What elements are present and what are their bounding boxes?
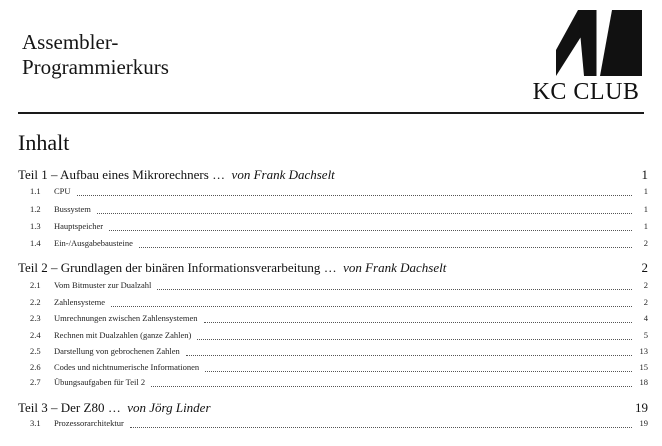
toc-entry[interactable] [30, 186, 648, 200]
part-author: von Frank Dachselt [343, 260, 447, 275]
part-author: von Jörg Linder [127, 400, 211, 415]
part-dots: ... [108, 400, 122, 415]
dot-leader [111, 306, 632, 307]
dot-leader [97, 213, 632, 214]
entry-title: Rechnen mit Dualzahlen (ganze Zahlen) [54, 330, 192, 340]
toc-entry[interactable] [30, 346, 648, 360]
dot-leader [186, 355, 632, 356]
entry-page: 18 [639, 377, 648, 387]
entry-number: 2.4 [30, 330, 41, 340]
entry-number: 1.1 [30, 186, 41, 196]
entry-page: 5 [643, 330, 648, 340]
entry-number: 2.7 [30, 377, 41, 387]
entry-number: 2.3 [30, 313, 41, 323]
toc-entry[interactable] [30, 204, 648, 218]
part-title: Teil 3 – Der Z80 [18, 400, 105, 415]
kc-club-logo-icon [554, 10, 642, 76]
dot-leader [130, 427, 632, 428]
toc-part[interactable] [18, 260, 648, 278]
title-line-1: Assembler- [22, 30, 119, 54]
entry-title: CPU [54, 186, 71, 196]
part-title: Teil 1 – Aufbau eines Mikrorechners [18, 167, 209, 182]
dot-leader [139, 247, 632, 248]
toc-entry[interactable] [30, 238, 648, 252]
entry-number: 2.2 [30, 297, 41, 307]
toc-entry[interactable] [30, 221, 648, 235]
toc-entry[interactable] [30, 418, 648, 432]
dot-leader [151, 386, 632, 387]
entry-title: Prozessorarchitektur [54, 418, 124, 428]
entry-number: 2.5 [30, 346, 41, 356]
entry-page: 1 [643, 204, 648, 214]
dot-leader [77, 195, 632, 196]
entry-title: Darstellung von gebrochenen Zahlen [54, 346, 180, 356]
entry-title: Bussystem [54, 204, 91, 214]
toc-entry[interactable] [30, 330, 648, 344]
entry-number: 2.6 [30, 362, 41, 372]
entry-title: Codes und nichtnumerische Informationen [54, 362, 200, 372]
entry-page: 2 [643, 238, 648, 248]
entry-page: 2 [643, 297, 648, 307]
dot-leader [157, 289, 632, 290]
entry-number: 1.3 [30, 221, 41, 231]
entry-number: 2.1 [30, 280, 41, 290]
entry-number: 1.2 [30, 204, 41, 214]
part-title: Teil 2 – Grundlagen der binären Informationsverarbeitung [18, 260, 321, 275]
part-dots: ... [212, 167, 226, 182]
document-title [22, 30, 169, 80]
kc-club-logo [528, 10, 644, 108]
entry-page: 13 [639, 346, 648, 356]
toc-part[interactable] [18, 167, 648, 185]
part-page: 19 [635, 400, 648, 415]
toc-entry[interactable] [30, 297, 648, 311]
entry-title: Umrechnungen zwischen Zahlensystemen [54, 313, 198, 323]
toc-entry[interactable] [30, 362, 648, 376]
toc-entry[interactable] [30, 313, 648, 327]
toc-entry[interactable] [30, 280, 648, 294]
entry-page: 4 [643, 313, 648, 323]
entry-page: 2 [643, 280, 648, 290]
entry-number: 1.4 [30, 238, 41, 248]
dot-leader [109, 230, 632, 231]
header-rule [18, 112, 644, 114]
dot-leader [197, 339, 632, 340]
part-dots: ... [324, 260, 338, 275]
logo-text: KC CLUB [532, 79, 640, 105]
entry-title: Vom Bitmuster zur Dualzahl [54, 280, 152, 290]
dot-leader [205, 371, 632, 372]
entry-title: Übungsaufgaben für Teil 2 [54, 377, 146, 387]
part-author: von Frank Dachselt [231, 167, 335, 182]
part-page: 1 [641, 167, 648, 182]
contents-heading: Inhalt [18, 130, 70, 155]
entry-page: 19 [639, 418, 648, 428]
part-page: 2 [641, 260, 648, 275]
toc-part[interactable] [18, 400, 648, 418]
entry-title: Ein-/Ausgabebausteine [54, 238, 133, 248]
entry-title: Hauptspeicher [54, 221, 104, 231]
title-line-2: Programmierkurs [22, 55, 169, 79]
entry-page: 1 [643, 221, 648, 231]
entry-page: 15 [639, 362, 648, 372]
dot-leader [204, 322, 632, 323]
entry-title: Zahlensysteme [54, 297, 105, 307]
toc-entry[interactable] [30, 377, 648, 391]
entry-page: 1 [643, 186, 648, 196]
entry-number: 3.1 [30, 418, 41, 428]
